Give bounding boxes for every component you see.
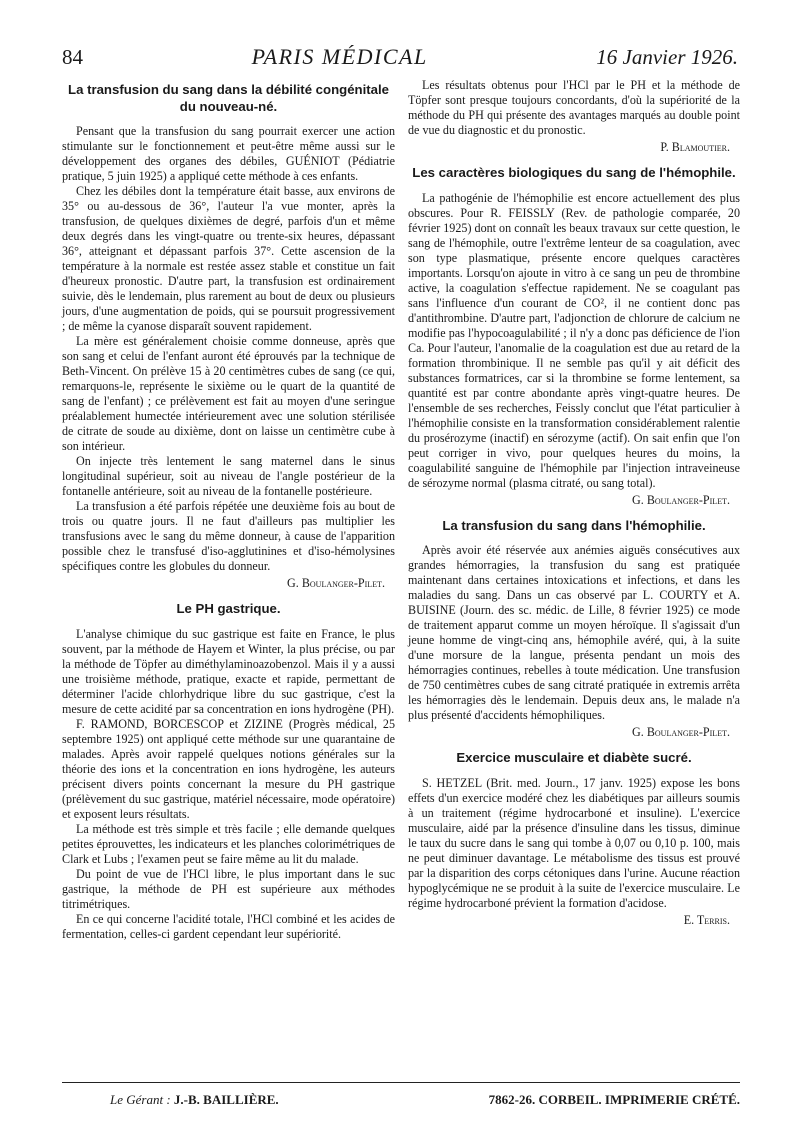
author-signature: P. Blamoutier. <box>660 140 730 154</box>
article-title-transfusion-debilite: La transfusion du sang dans la débilité congénitale du nouveau-né. <box>68 82 389 114</box>
paragraph: Après avoir été réservée aux anémies aiguës consécutives aux grandes hémorragies, la transfusion du sang est pratiquée maintenant dans certaines intoxications et infections, et dans les maladies du sang. Dans un cas observé par L. COURTY et A. BUISINE (Journ. des sc. médic. de Lille, 8 février 1925) ce mode de traitement apparut comme un moyen héroïque. Il s'agissait d'un jeune homme de vingt-cinq ans, hémophile avéré, qui, à la suite d'une morsure de la langue, présenta pendant un mois des hémorragies continues, rebelles à toute médication. Une transfusion de 750 centimètres cubes de sang citraté pratiquée in extremis arrêta les hémorragies dès le lendemain. Depuis deux ans, le malade n'a plus présenté d'accidents hémophiliques. <box>408 543 740 722</box>
journal-title: PARIS MÉDICAL <box>251 44 428 69</box>
printer-imprint: 7862-26. CORBEIL. IMPRIMERIE CRÉTÉ. <box>488 1092 740 1107</box>
article-title-exercice-diabete: Exercice musculaire et diabète sucré. <box>456 750 692 765</box>
article-title-sang-hemophile: Les caractères biologiques du sang de l'hémophile. <box>412 165 736 180</box>
article-title-transfusion-hemophilie: La transfusion du sang dans l'hémophilie. <box>442 517 706 533</box>
right-column <box>408 78 740 938</box>
paragraph: L'analyse chimique du suc gastrique est faite en France, le plus souvent, par la méthode de Hayem et Winter, la plus précise, ou par la méthode de Töpfer au diméthylaminoazobenzol. Mais il y a aussi une troisième méthode, pratique, exacte et rapide, permettant de déterminer l'acide chlorhydrique libre du suc gastrique, c'est la mesure de cette acidité par sa concentration en ions hydrogène (PH). <box>62 626 395 716</box>
article-title-ph-gastrique: Le PH gastrique. <box>176 601 281 616</box>
author-signature: G. Boulanger-Pilet. <box>287 576 385 590</box>
paragraph: En ce qui concerne l'acidité totale, l'HCl combiné et les acides de fermentation, celles-ci gardent cependant leur supériorité. <box>62 911 395 941</box>
paragraph: La transfusion a été parfois répétée une deuxième fois au bout de trois ou quatre jours. Il ne faut d'ailleurs pas multiplier les transfusions avec le sang du même donneur, à cause de l'apparition possible chez le transfusé d'iso-agglutinines et d'iso-hémolysines spécifiques contre les globules du donneur. <box>62 499 395 573</box>
paragraph: On injecte très lentement le sang maternel dans le sinus longitudinal supérieur, soit au niveau de l'angle postérieur de la fontanelle antérieure, soit au niveau de la fontanelle postérieure. <box>62 454 395 498</box>
footer-rule <box>62 1082 740 1083</box>
author-signature: E. Terris. <box>683 912 730 927</box>
paragraph: La pathogénie de l'hémophilie est encore actuellement des plus obscures. Pour R. FEISSLY (Rev. de pathologie comparée, 20 février 1925) dont on connaît les beaux travaux sur cette question, le sang de l'hémophile, outre l'extrême lenteur de sa coagulation, avec son type plasmatique, présente encore quelques caractères importants. Lorsqu'on ajoute in vitro à ce sang un peu de thrombine active, la coagulation s'effectue rapidement. Ne se coagulant pas sans l'influence d'un courant de CO², il ne contient donc pas d'antithrombine. D'autre part, l'adjonction de chlorure de calcium ne modifie pas l'hypocoagulabilité ; il n'y a donc pas déficience de l'ion Ca. Pour l'auteur, l'anomalie de la coagulation est due au retard de la formation thrombinique. Il ne semble pas qu'il y ait déficit des substances formatrices, car si la thrombine se forme lentement, sa quantité est par contre abondante après vingt-quatre heures. De l'ensemble de ses recherches, Feissly conclut que l'état particulier à l'hémophilie consiste en la transformation considérablement ralentie du prosérozyme (inactif) en sérozyme (actif). On sait enfin que l'on peut corriger in vivo, pour quelques heures du moins, la coagulabilité sanguine de l'hémophile par l'injection intraveineuse de sérozyme normal (plasma citraté, ou sang total). <box>408 190 740 490</box>
issue-date: 16 Janvier 1926. <box>596 45 738 69</box>
paragraph: La mère est généralement choisie comme donneuse, après que son sang et celui de l'enfant auront été éprouvés par la technique de Beth-Vincent. On prélève 15 à 20 centimètres cubes de sang (ce qui, remarquons-le, représente le sixième ou le quart de la quantité de sang de l'enfant) ; ce prélèvement est fait au moyen d'une seringue préalablement humectée intérieurement avec une solution stérilisée de citrate de soude au dixième, dont on laisse un centimètre cube à son intérieur. <box>62 334 395 453</box>
paragraph: S. HETZEL (Brit. med. Journ., 17 janv. 1925) expose les bons effets d'un exercice modéré chez les diabétiques par ailleurs soumis à un traitement (régime hydrocarboné et insuline). L'exercice musculaire, aidé par la présence d'insuline dans les tissus, diminue le taux du sucre dans le sang qui tombe à 0,07 ou 0,10 p. 100, mais ne peut diminuer davantage. Le métabolisme des tissus est prouvé par la disparition des corps cétoniques dans l'urine. Aucune réaction hypoglycémique ne se produit à la suite de l'exercice musculaire. Le régime hydrocarboné prévient la formation d'acidose. <box>408 775 740 910</box>
paragraph: Pensant que la transfusion du sang pourrait exercer une action stimulante sur le fonctionnement et peut-être même aussi sur le développement des organes des débiles, GUÉNIOT (Pédiatrie pratique, 5 juin 1925) a appliqué cette méthode à ces enfants. <box>62 124 395 183</box>
gerant-line <box>110 1092 279 1108</box>
paragraph: F. RAMOND, BORCESCOP et ZIZINE (Progrès médical, 25 septembre 1925) ont appliqué cette méthode sur une quarantaine de malades. Après avoir rappelé quelques notions générales sur la théorie des ions et la concentration en ions hydrogène, les auteurs précisent divers points concernant la mesure du PH gastrique (prélèvement du suc gastrique, matériel nécessaire, mode opératoire) et exposent leurs résultats. <box>62 716 395 821</box>
paragraph: La méthode est très simple et très facile ; elle demande quelques petites éprouvettes, les indicateurs et les planches colorimétriques de Clark et Lubs ; l'examen peut se faire même au lit du malade. <box>62 821 395 866</box>
paragraph: Du point de vue de l'HCl libre, le plus important dans le suc gastrique, la méthode de PH est supérieure aux méthodes titrimétriques. <box>62 866 395 911</box>
running-head <box>62 44 738 72</box>
page-footer <box>110 1092 740 1108</box>
author-signature: G. Boulanger-Pilet. <box>632 492 730 507</box>
paragraph: Chez les débiles dont la température était basse, aux environs de 35° ou au-dessous de 36°, l'auteur l'a vue monter, après la transfusion, de quelques dixièmes de degré, parfois d'un et même deux degrés dans les vingt-quatre ou trente-six heures, dépassant 36°, atteignant et dépassant parfois 37°. Cette ascension de la température à la normale est restée assez stable et constitue un fait d'heureux pronostic. D'autre part, la transfusion est ordinairement suivie, dès le lendemain, plus rarement au bout de deux ou plusieurs jours, d'une augmentation de poids, qui se poursuit progressivement ; de même la cyanose disparaît souvent rapidement. <box>62 184 395 333</box>
author-signature: G. Boulanger-Pilet. <box>632 725 730 739</box>
page-number: 84 <box>62 45 83 69</box>
paragraph: Les résultats obtenus pour l'HCl par le PH et la méthode de Töpfer sont presque toujours concordants, d'où la supériorité de la méthode du PH qui présente des avantages marqués au double point de vue du diagnostic et du pronostic. <box>408 78 740 137</box>
gerant-name: J.-B. BAILLIÈRE. <box>173 1092 279 1107</box>
left-column <box>62 78 395 942</box>
gerant-label: Le Gérant : <box>110 1092 171 1107</box>
